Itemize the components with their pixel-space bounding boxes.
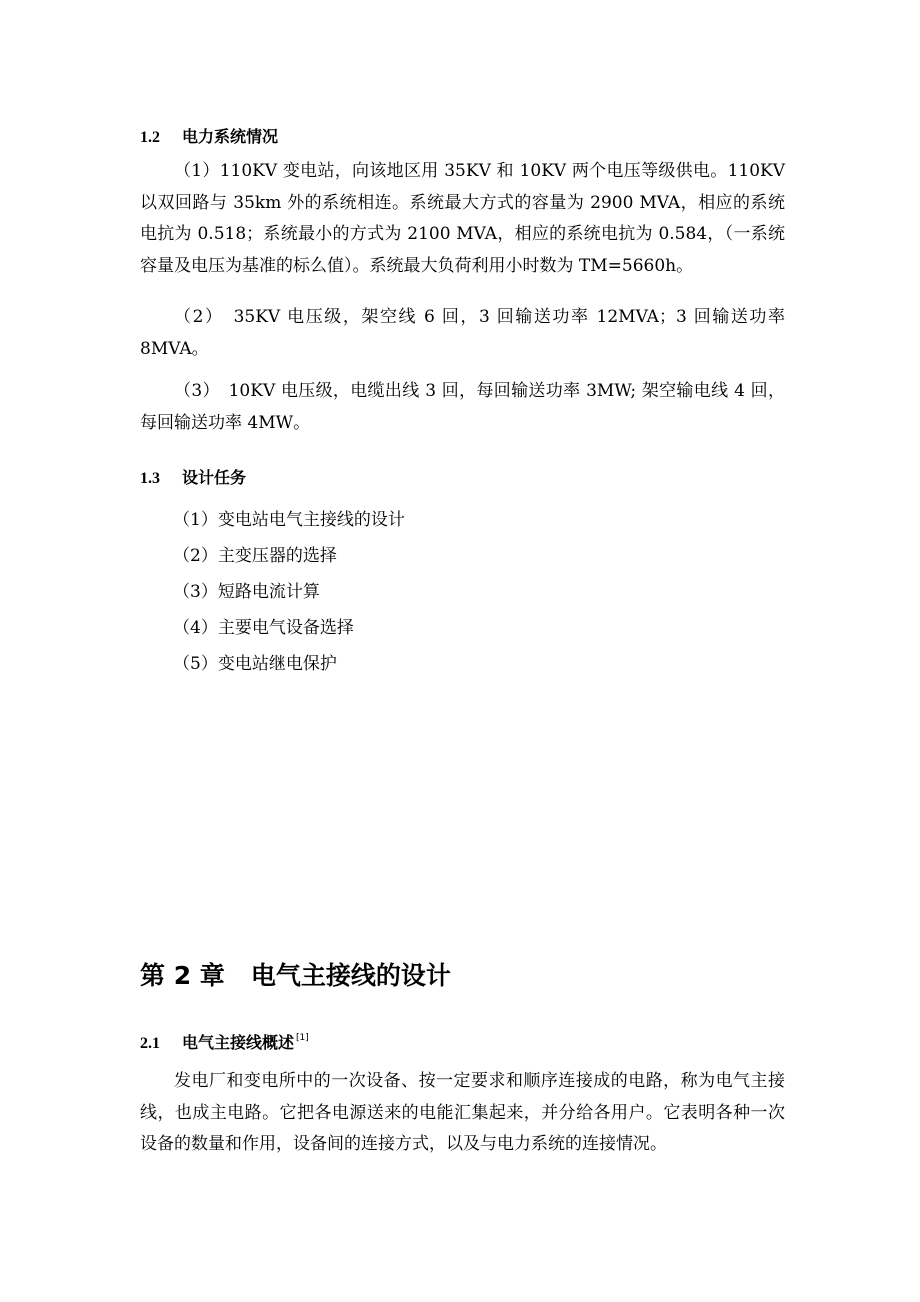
paragraph-system-2: （2） 35KV 电压级，架空线 6 回，3 回输送功率 12MVA；3 回输送功率 8MVA。 xyxy=(140,307,785,359)
section-title: 电气主接线概述 xyxy=(182,1033,295,1052)
section-heading-2-1 xyxy=(140,1030,309,1053)
section-title: 电力系统情况 xyxy=(182,127,279,146)
paragraph-system-1: （1）110KV 变电站，向该地区用 35KV 和 10KV 两个电压等级供电。110KV 以双回路与 35km 外的系统相连。系统最大方式的容量为 2900 MVA，相应的系统电抗为 0.518；系统最小的方式为 2100 MVA，相应的系统电抗为 0.584，（一系统容量及电压为基准的标么值）。系统最大负荷利用小时数为 TM=5660h。 xyxy=(140,161,785,276)
chapter-title: 电气主接线的设计 xyxy=(250,961,451,990)
list-item: （2）主变压器的选择 xyxy=(173,546,337,566)
section-title: 设计任务 xyxy=(182,468,247,487)
list-item: （5）变电站继电保护 xyxy=(173,654,337,674)
section-heading-1-2 xyxy=(140,124,278,147)
section-heading-1-3 xyxy=(140,465,246,488)
list-item: （1）变电站电气主接线的设计 xyxy=(173,510,405,530)
paragraph-overview: 发电厂和变电所中的一次设备、按一定要求和顺序连接成的电路，称为电气主接线，也成主电路。它把各电源送来的电能汇集起来，并分给各用户。它表明各种一次设备的数量和作用，设备间的连接方式，以及与电力系统的连接情况。 xyxy=(140,1071,785,1154)
list-item: （3）短路电流计算 xyxy=(173,582,320,602)
section-number: 1.3 xyxy=(140,470,160,487)
list-item: （4）主要电气设备选择 xyxy=(173,618,354,638)
chapter-heading xyxy=(140,956,451,992)
section-number: 1.2 xyxy=(140,129,160,146)
citation-reference: [1] xyxy=(296,1033,309,1043)
section-number: 2.1 xyxy=(140,1035,160,1052)
paragraph-system-3: （3） 10KV 电压级，电缆出线 3 回，每回输送功率 3MW; 架空输电线 4 回，每回输送功率 4MW。 xyxy=(140,381,785,433)
chapter-label: 第 2 章 xyxy=(140,961,225,990)
